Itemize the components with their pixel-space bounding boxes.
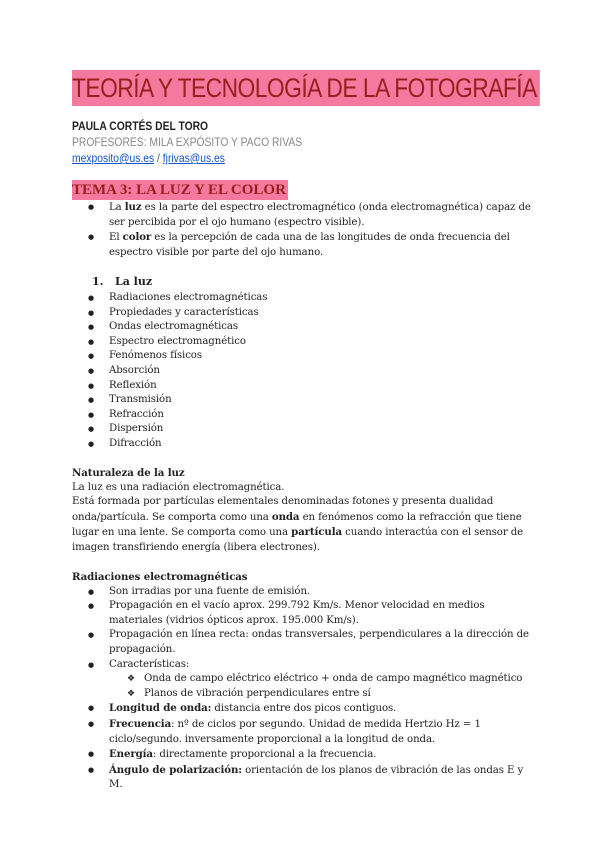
author-name: PAULA CORTÉS DEL TORO	[72, 119, 209, 133]
radiaciones-item: ● Energía: directamente proporcional a la frecuencia.	[72, 747, 532, 763]
radiaciones-heading: Radiaciones electromagnéticas	[72, 571, 248, 583]
radiaciones-item: ● Características:	[72, 658, 532, 673]
topic-item: ● Refracción	[72, 408, 532, 423]
intro-list	[72, 200, 532, 260]
section-heading: TEMA 3: LA LUZ Y EL COLOR	[72, 182, 286, 198]
naturaleza-section	[72, 466, 532, 556]
topic-item: ● Difracción	[72, 437, 532, 452]
topics-list	[72, 291, 532, 452]
topic-item: ● Reflexión	[72, 379, 532, 394]
naturaleza-heading: Naturaleza de la luz	[72, 467, 185, 479]
email-separator: /	[154, 151, 163, 165]
topic-item: ● Absorción	[72, 364, 532, 379]
topic-item: ● Ondas electromagnéticas	[72, 320, 532, 335]
topic-item: ● Dispersión	[72, 422, 532, 437]
topic-item: ● Radiaciones electromagnéticas	[72, 291, 532, 306]
professors-line: PROFESORES: MILA EXPÓSITO Y PACO RIVAS	[72, 135, 303, 149]
radiaciones-item: ● Frecuencia: nº de ciclos por segundo. Unidad de medida Hertzio Hz = 1 ciclo/segundo. inversamente proporcional a la longitud de onda.	[72, 717, 532, 747]
intro-item-color: ● El color es la percepción de cada una de las longitudes de onda frecuencia del espectro visible por parte del ojo humano.	[72, 230, 532, 260]
characteristic-item: ❖ Planos de vibración perpendiculares entre sí	[72, 687, 532, 702]
document-title: TEORÍA Y TECNOLOGÍA DE LA FOTOGRAFÍA	[72, 70, 540, 106]
email-link-2[interactable]: fjrivas@us.es	[162, 151, 225, 165]
topic-item: ● Transmisión	[72, 393, 532, 408]
numbered-heading: 1. La luz	[92, 275, 153, 288]
radiaciones-item: ● Propagación en línea recta: ondas transversales, perpendiculares a la dirección de propagación.	[72, 628, 532, 657]
radiaciones-item: ● Propagación en el vacío aprox. 299.792 Km/s. Menor velocidad en medios materiales (vidrios ópticos aprox. 195.000 Km/s).	[72, 599, 532, 628]
topic-item: ● Fenómenos físicos	[72, 349, 532, 364]
naturaleza-line: La luz es una radiación electromagnética.	[72, 481, 285, 493]
naturaleza-paragraph: Está formada por partículas elementales denominadas fotones y presenta dualidad onda/partícula. Se comporta como una onda en fenómenos como la refracción que tiene lugar en una lente. Se comporta como una partícula cuando interactúa con el sensor de imagen transfiriendo energía (libera electrones).	[72, 496, 524, 553]
radiaciones-section	[72, 570, 532, 793]
topic-item: ● Propiedades y características	[72, 306, 532, 321]
email-link-1[interactable]: mexposito@us.es	[72, 151, 155, 165]
radiaciones-item: ● Longitud de onda: distancia entre dos picos contiguos.	[72, 701, 532, 717]
radiaciones-item: ● Son irradias por una fuente de emisión.	[72, 585, 532, 600]
intro-item-luz: ● La luz es la parte del espectro electromagnético (onda electromagnética) capaz de ser percibida por el ojo humano (espectro visible).	[72, 200, 532, 230]
characteristic-item: ❖ Onda de campo eléctrico eléctrico + onda de campo magnético magnético	[72, 672, 532, 687]
topic-item: ● Espectro electromagnético	[72, 335, 532, 350]
email-line	[72, 151, 225, 165]
radiaciones-item: ● Ángulo de polarización: orientación de los planos de vibración de las ondas E y M.	[72, 763, 532, 793]
